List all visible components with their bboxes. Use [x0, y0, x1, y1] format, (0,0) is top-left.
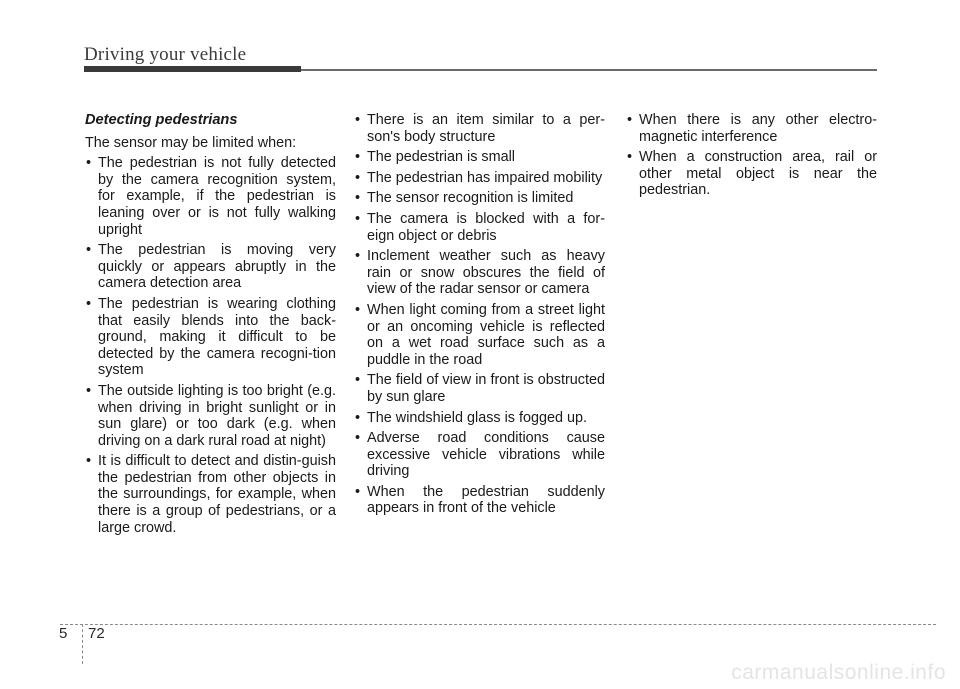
section-heading: Detecting pedestrians	[85, 112, 238, 128]
list-item-text: The outside lighting is too bright (e.g. when driving in bright sunlight or in sun glare) or too dark (e.g. when driving on a dark rural road at night)	[98, 382, 336, 449]
footer-divider	[82, 624, 83, 664]
list-item-text: Inclement weather such as heavy rain or snow obscures the field of view of the radar sensor or camera	[367, 248, 605, 298]
list-item	[354, 372, 605, 405]
list-item-text: The sensor recognition is limited	[367, 190, 574, 207]
list-item	[354, 410, 605, 427]
list-item-text: Adverse road conditions cause excessive vehicle vibrations while driving	[367, 430, 605, 480]
header-rule-thin	[301, 69, 877, 71]
list-item-text: It is difficult to detect and distin-guish the pedestrian from other objects in the surroundings, for example, when there is a group of pedestrians, or a large crowd.	[98, 453, 336, 536]
page-number: 72	[88, 625, 105, 642]
list-item-text: When there is any other electro-magnetic interference	[639, 112, 877, 145]
bullet-icon: •	[355, 372, 361, 389]
bullet-icon: •	[355, 248, 361, 265]
list-item	[85, 453, 336, 536]
list-item	[626, 149, 877, 199]
list-item-text: When a construction area, rail or other metal object is near the pedestrian.	[639, 149, 877, 199]
bullet-icon: •	[86, 453, 92, 470]
bullet-icon: •	[86, 242, 92, 259]
list-item	[354, 248, 605, 298]
list-item	[85, 383, 336, 449]
page-header-title: Driving your vehicle	[84, 44, 247, 65]
list-item-text: There is an item similar to a per-son's body structure	[367, 112, 605, 145]
list-item	[354, 484, 605, 517]
list-item	[85, 296, 336, 379]
list-item	[354, 190, 605, 207]
bullet-list-3	[626, 112, 877, 199]
watermark: carmanualsonline.info	[731, 661, 946, 684]
bullet-icon: •	[355, 169, 361, 186]
bullet-icon: •	[355, 409, 361, 426]
list-item-text: The pedestrian is wearing clothing that easily blends into the back-ground, making it difficult to be detected by the camera recogni-tion system	[98, 295, 336, 379]
list-item-text: The camera is blocked with a for-eign object or debris	[367, 210, 605, 244]
list-item	[626, 112, 877, 145]
list-item	[354, 430, 605, 480]
list-item	[85, 242, 336, 292]
list-item	[354, 170, 605, 187]
bullet-icon: •	[355, 149, 361, 166]
list-item-text: The pedestrian has impaired mobility	[367, 169, 603, 186]
list-item-text: The pedestrian is not fully detected by the camera recognition system, for example, if the pedestrian is leaning over or is not fully walking upright	[98, 155, 336, 238]
list-item-text: The field of view in front is obstructed by sun glare	[367, 372, 605, 405]
bullet-icon: •	[86, 382, 92, 399]
list-item-text: The pedestrian is moving very quickly or appears abruptly in the camera detection area	[98, 242, 336, 292]
bullet-icon: •	[86, 155, 92, 172]
footer-rule	[60, 624, 936, 625]
bullet-icon: •	[355, 210, 361, 227]
chapter-number: 5	[59, 625, 68, 642]
bullet-icon: •	[355, 112, 361, 128]
bullet-list-2	[354, 112, 605, 517]
text-column-1	[85, 112, 336, 540]
header-rule-thick	[84, 66, 301, 72]
bullet-icon: •	[355, 190, 361, 207]
bullet-icon: •	[86, 295, 92, 312]
list-item-text: When light coming from a street light or an oncoming vehicle is reflected on a wet road surface such as a puddle in the road	[367, 301, 605, 368]
bullet-icon: •	[355, 430, 361, 447]
list-item-text: The pedestrian is small	[367, 149, 515, 166]
bullet-icon: •	[627, 149, 633, 166]
bullet-icon: •	[355, 483, 361, 500]
list-item	[85, 155, 336, 238]
bullet-icon: •	[355, 301, 361, 318]
list-item	[354, 302, 605, 368]
bullet-list-1	[85, 155, 336, 536]
list-item-text: The windshield glass is fogged up.	[367, 409, 587, 426]
text-column-2	[354, 112, 605, 521]
list-item	[354, 112, 605, 145]
list-item-text: When the pedestrian suddenly appears in front of the vehicle	[367, 483, 605, 517]
text-column-3	[626, 112, 877, 203]
list-item	[354, 149, 605, 166]
list-item	[354, 211, 605, 244]
intro-text: The sensor may be limited when:	[85, 134, 297, 151]
bullet-icon: •	[627, 112, 633, 128]
